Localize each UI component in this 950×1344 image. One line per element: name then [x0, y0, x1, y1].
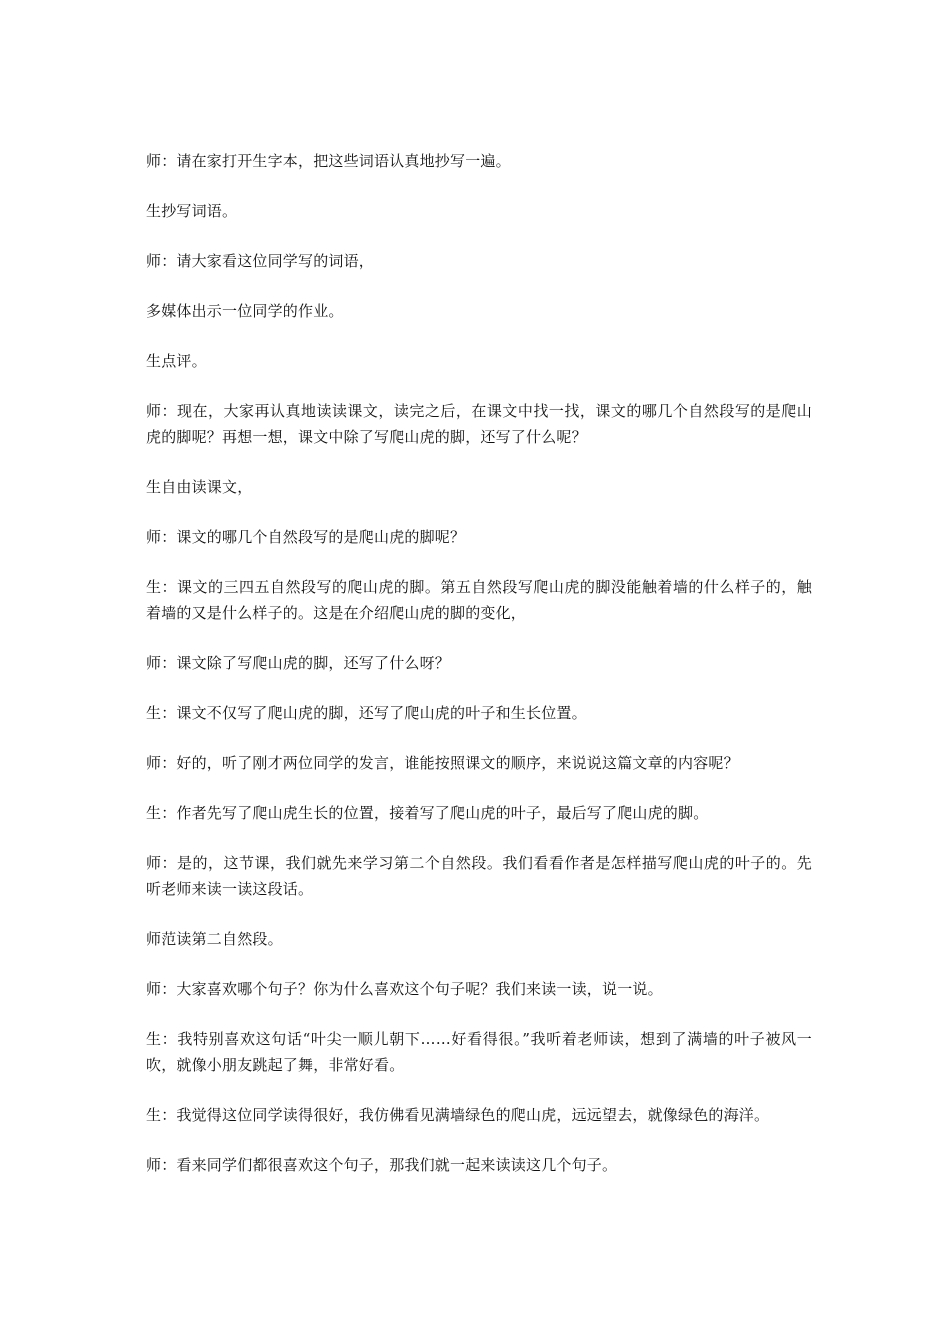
paragraph: 师：请在家打开生字本，把这些词语认真地抄写一遍。 [146, 152, 511, 170]
paragraph: 师：现在，大家再认真地读读课文，读完之后，在课文中找一找，课文的哪几个自然段写的是爬山虎的脚呢？再想一想，课文中除了写爬山虎的脚，还写了什么呢？ [146, 402, 812, 446]
paragraph: 师：课文的哪几个自然段写的是爬山虎的脚呢？ [146, 528, 466, 546]
paragraph: 师：大家喜欢哪个句子？你为什么喜欢这个句子呢？我们来读一读，说一说。 [146, 980, 663, 998]
paragraph: 生抄写词语。 [146, 202, 238, 220]
paragraph: 师：好的，听了刚才两位同学的发言，谁能按照课文的顺序，来说说这篇文章的内容呢？ [146, 754, 739, 772]
paragraph: 生：课文不仅写了爬山虎的脚，还写了爬山虎的叶子和生长位置。 [146, 704, 587, 722]
paragraph: 生自由读课文， [146, 478, 253, 496]
paragraph: 多媒体出示一位同学的作业。 [146, 302, 344, 320]
document-body [146, 148, 812, 1202]
paragraph: 生：我觉得这位同学读得很好，我仿佛看见满墙绿色的爬山虎，远远望去，就像绿色的海洋。 [146, 1106, 770, 1124]
paragraph: 师：看来同学们都很喜欢这个句子，那我们就一起来读读这几个句子。 [146, 1156, 618, 1174]
paragraph: 师：是的，这节课，我们就先来学习第二个自然段。我们看看作者是怎样描写爬山虎的叶子的。先听老师来读一读这段话。 [146, 854, 812, 898]
paragraph: 生：课文的三四五自然段写的爬山虎的脚。第五自然段写爬山虎的脚没能触着墙的什么样子的，触着墙的又是什么样子的。这是在介绍爬山虎的脚的变化， [146, 578, 812, 622]
paragraph: 师：请大家看这位同学写的词语， [146, 252, 375, 270]
paragraph: 生：作者先写了爬山虎生长的位置，接着写了爬山虎的叶子，最后写了爬山虎的脚。 [146, 804, 709, 822]
paragraph: 生：我特别喜欢这句话“叶尖一顺儿朝下……好看得很。”我听着老师读，想到了满墙的叶子被风一吹，就像小朋友跳起了舞，非常好看。 [146, 1030, 812, 1074]
paragraph: 师范读第二自然段。 [146, 930, 283, 948]
paragraph: 生点评。 [146, 352, 207, 370]
paragraph: 师：课文除了写爬山虎的脚，还写了什么呀？ [146, 654, 451, 672]
